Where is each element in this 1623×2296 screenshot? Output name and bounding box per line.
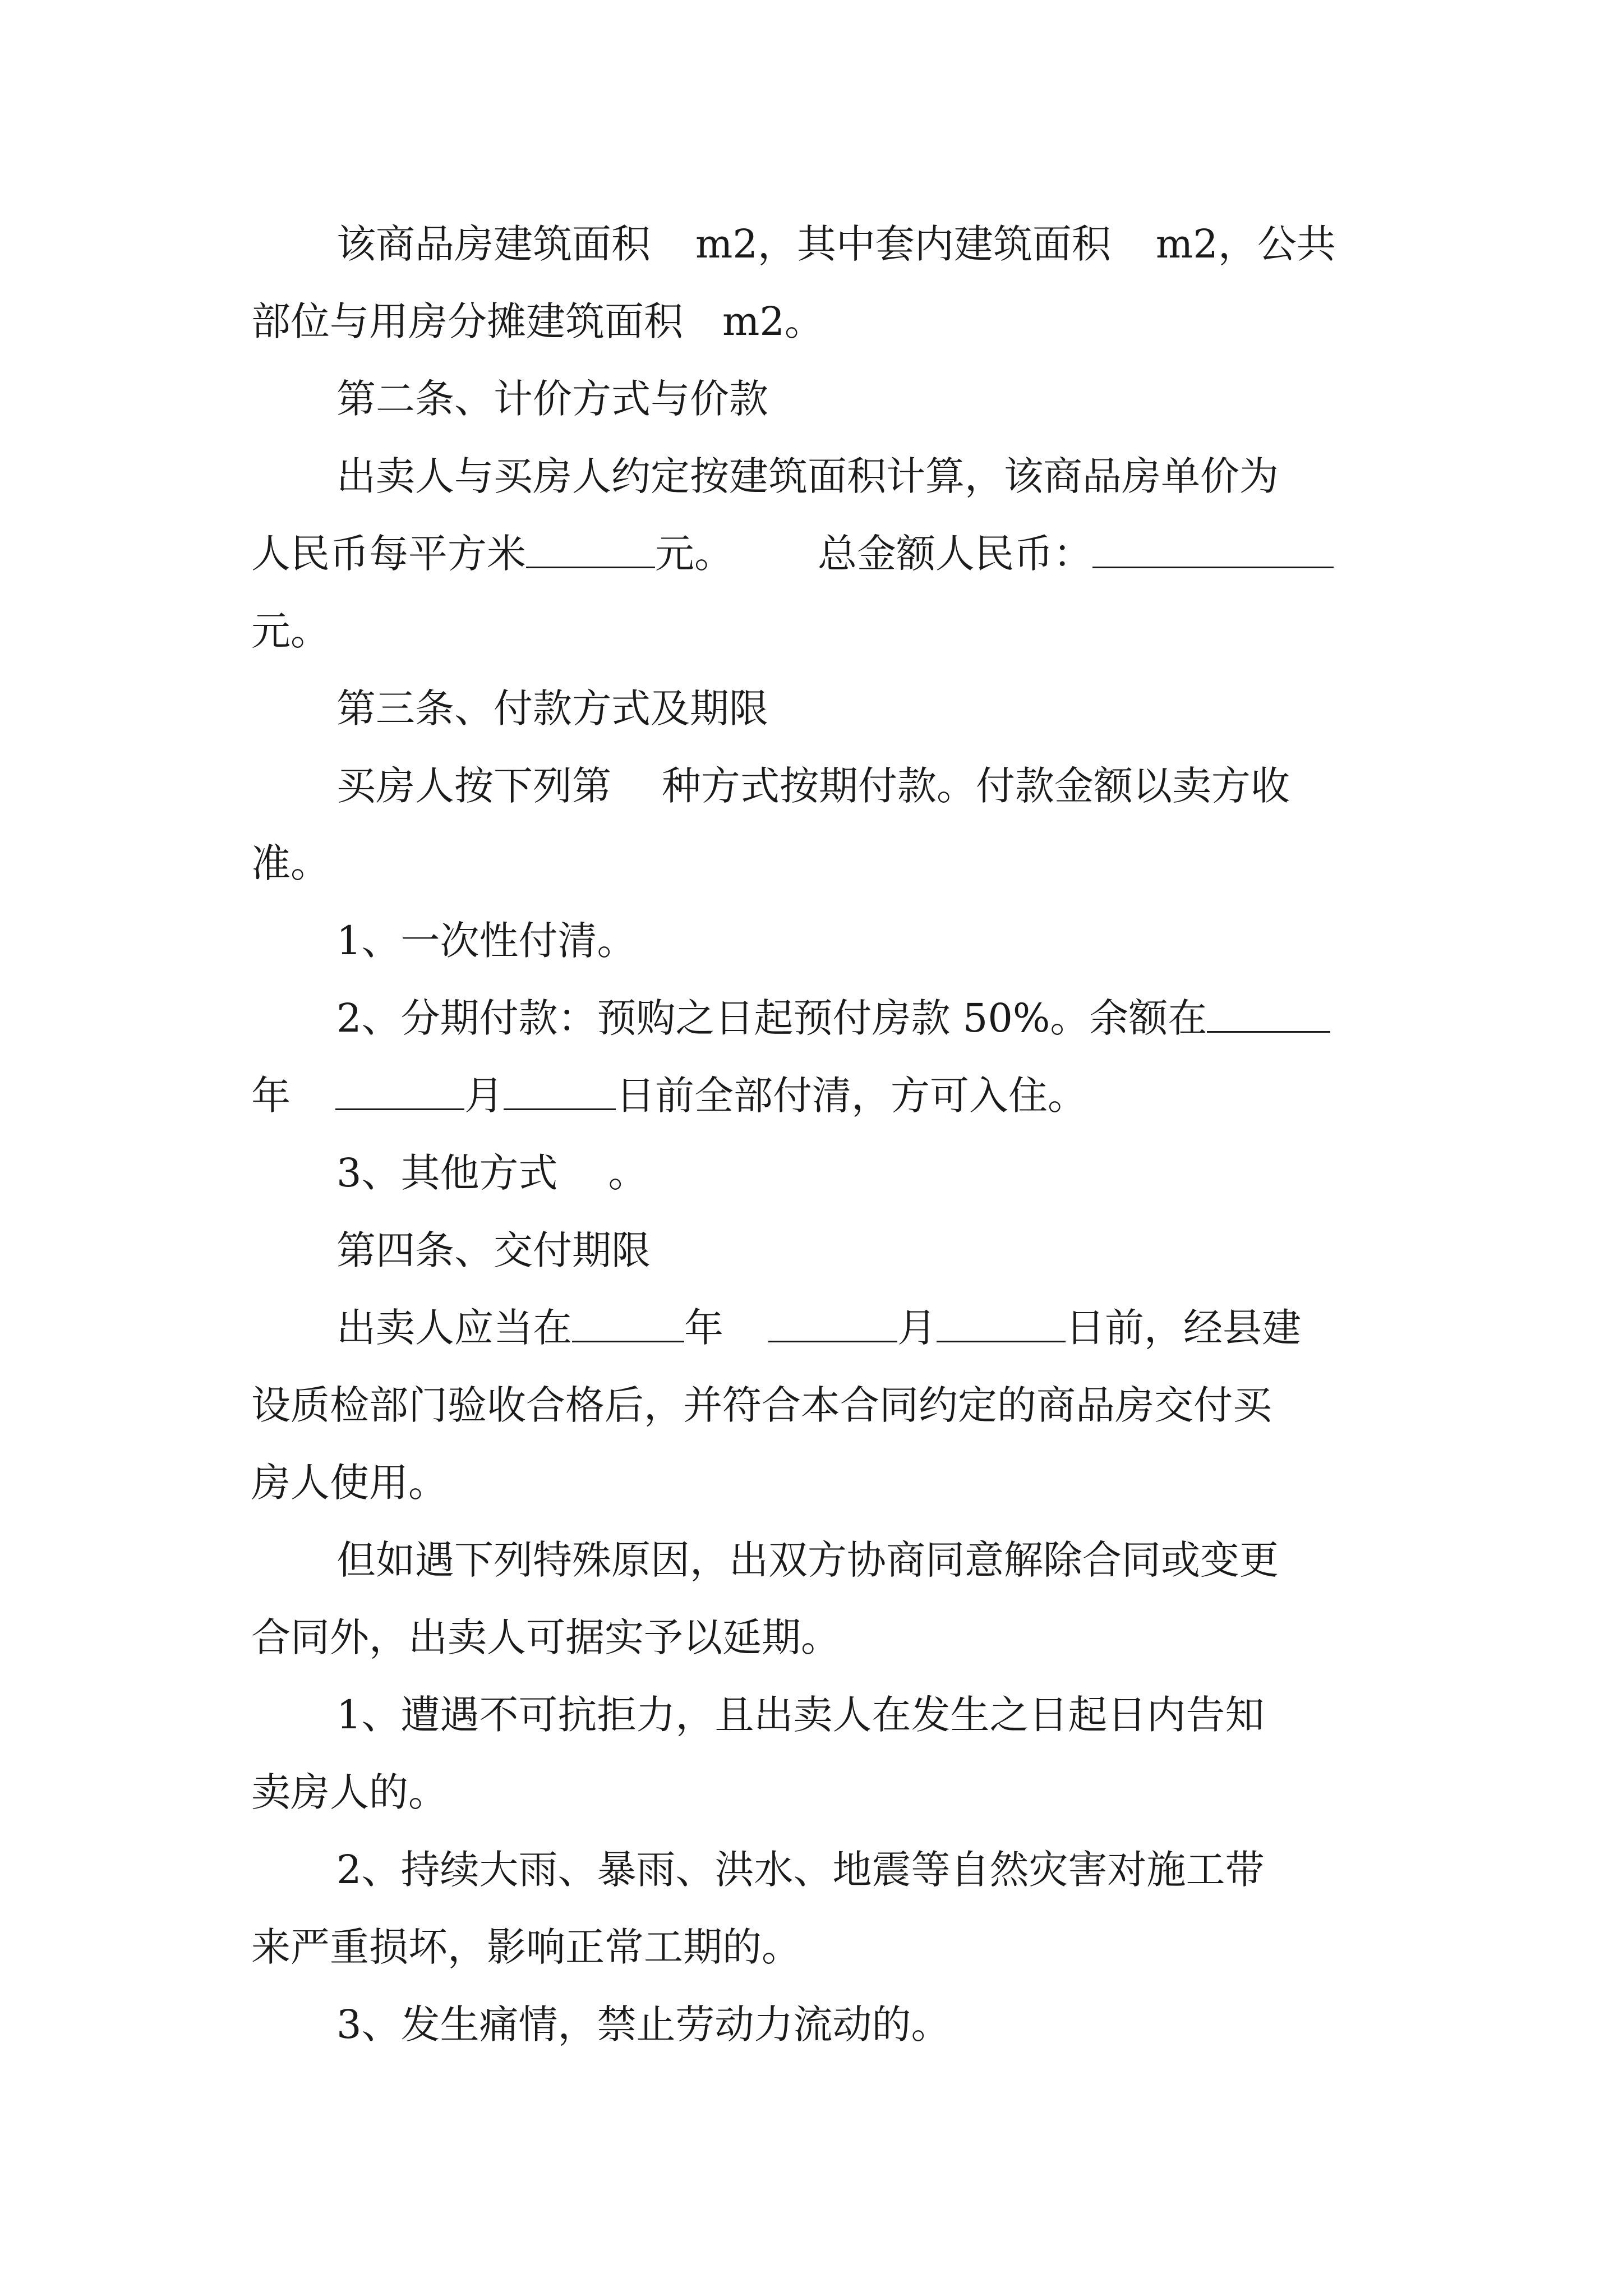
delivery-month-blank[interactable]	[768, 1307, 897, 1342]
total-amount-blank[interactable]	[1092, 533, 1334, 568]
text-segment: 。	[608, 1150, 648, 1196]
delivery-line-2: 设质检部门验收合格后，并符合本合同约定的商品房交付买	[251, 1382, 1272, 1428]
text-segment: m2，其中套内建筑面积	[695, 221, 1111, 267]
balance-month-blank[interactable]	[335, 1075, 464, 1110]
article-2-heading: 第二条、计价方式与价款	[336, 376, 768, 422]
balance-year-blank[interactable]	[1207, 997, 1330, 1033]
exception-item-2-line-2: 来严重损坏，影响正常工期的。	[251, 1924, 801, 1970]
text-segment: 总金额人民币：	[818, 531, 1092, 577]
text-segment: 人民币每平方米	[251, 531, 526, 577]
delivery-year-blank[interactable]	[572, 1307, 684, 1342]
text-segment: 月	[464, 1073, 504, 1119]
delivery-line-1	[251, 1289, 1386, 1367]
area-line-2	[251, 282, 1386, 361]
text-segment: m2，公共	[1155, 221, 1336, 267]
exception-item-3: 3、发生痛情，禁止劳动力流动的。	[336, 2001, 951, 2047]
payment-option-1: 1、一次性付清。	[336, 918, 637, 964]
text-segment: 年	[251, 1073, 291, 1119]
text-segment: 日前，经县建	[1066, 1305, 1301, 1351]
payment-option-2-line-1	[251, 979, 1386, 1057]
article-4-heading: 第四条、交付期限	[336, 1227, 651, 1273]
text-segment: 2、分期付款：预购之日起预付房款 50%。余额在	[336, 995, 1207, 1041]
payment-line-1	[251, 747, 1386, 825]
text-segment: 年	[684, 1305, 723, 1351]
exception-item-1-line-2: 卖房人的。	[251, 1769, 448, 1815]
pricing-line-3: 元。	[251, 608, 330, 654]
balance-day-blank[interactable]	[504, 1075, 616, 1110]
text-segment: 买房人按下列第	[336, 763, 611, 809]
text-segment: 该商品房建筑面积	[336, 221, 651, 267]
text-segment: m2。	[722, 298, 824, 344]
area-line-1	[251, 205, 1386, 283]
exception-line-2: 合同外，出卖人可据实予以延期。	[251, 1614, 840, 1660]
text-segment: 日前全部付清，方可入住。	[616, 1073, 1087, 1119]
exception-item-2-line-1: 2、持续大雨、暴雨、洪水、地震等自然灾害对施工带	[336, 1847, 1265, 1893]
payment-option-2-line-2	[251, 1056, 1386, 1135]
article-3-heading: 第三条、付款方式及期限	[336, 685, 768, 731]
delivery-line-3: 房人使用。	[251, 1460, 448, 1506]
payment-option-3	[251, 1134, 1386, 1212]
unit-price-blank[interactable]	[526, 533, 655, 568]
exception-line-1: 但如遇下列特殊原因，出双方协商同意解除合同或变更	[336, 1537, 1279, 1583]
pricing-line-2	[251, 514, 1386, 593]
text-segment: 种方式按期付款。付款金额以卖方收	[662, 763, 1290, 809]
payment-line-2: 准。	[251, 840, 330, 886]
text-segment: 出卖人应当在	[336, 1305, 572, 1351]
text-segment: 部位与用房分摊建筑面积	[251, 298, 683, 344]
pricing-line-1: 出卖人与买房人约定按建筑面积计算，该商品房单价为	[336, 453, 1279, 499]
text-segment: 元。	[655, 531, 734, 577]
text-segment: 月	[897, 1305, 937, 1351]
text-segment: 3、其他方式	[336, 1150, 558, 1196]
exception-item-1-line-1: 1、遭遇不可抗拒力，且出卖人在发生之日起日内告知	[336, 1692, 1265, 1738]
delivery-day-blank[interactable]	[937, 1307, 1066, 1342]
